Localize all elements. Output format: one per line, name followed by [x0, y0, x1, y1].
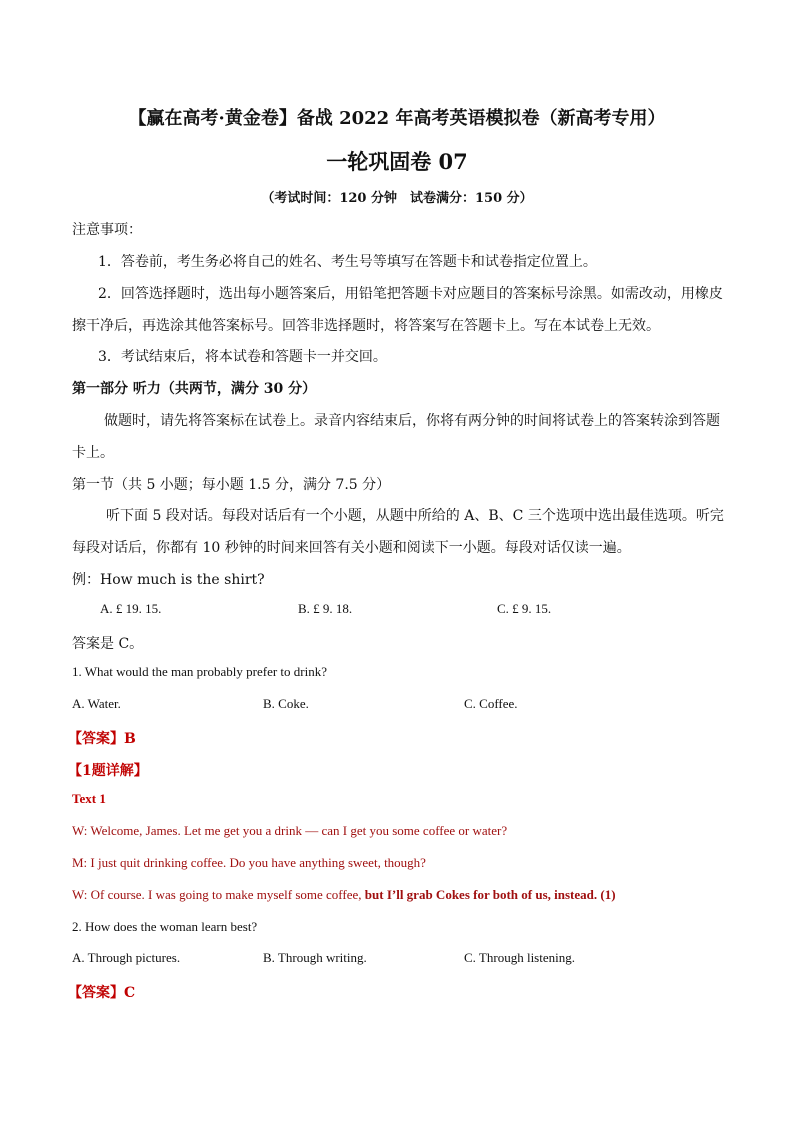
part1-heading: 第一部分 听力（共两节，满分 30 分） [72, 381, 317, 397]
text-1-label: Text 1 [72, 791, 106, 806]
transcript-line-3-key-sentence: but I’ll grab Cokes for both of us, instead. (1) [364, 887, 616, 902]
transcript-line-1: W: Welcome, James. Let me get you a drink — can I get you some coffee or water? [72, 823, 508, 838]
example-answer: 答案是 C。 [72, 636, 144, 652]
example-option-c: C. £ 9. 15. [497, 601, 552, 616]
part1-instruction-line2: 卡上。 [72, 445, 114, 461]
exam-time-info: （考试时间：120 分钟 试卷满分：150 分） [261, 191, 533, 206]
transcript-line-3 [72, 887, 616, 903]
question-2-option-a: A. Through pictures. [72, 950, 181, 965]
note-item-3: 3．考试结束后，将本试卷和答题卡一并交回。 [98, 349, 387, 365]
paper-subtitle: 一轮巩固卷 07 [326, 149, 468, 174]
section1-heading: 第一节（共 5 小题；每小题 1.5 分，满分 7.5 分） [72, 477, 391, 493]
note-item-2: 2．回答选择题时，选出每小题答案后，用铅笔把答题卡对应题目的答案标号涂黑。如需改动，用橡皮 [98, 286, 723, 302]
part1-instruction-line1: 做题时，请先将答案标在试卷上。录音内容结束后，你将有两分钟的时间将试卷上的答案转涂到答题 [104, 413, 720, 429]
transcript-line-3-plain: W: Of course. I was going to make myself some coffee, [72, 887, 365, 902]
notes-heading: 注意事项： [72, 222, 142, 238]
question-1-option-a: A. Water. [72, 696, 121, 711]
question-1-detail-heading: 【1题详解】 [68, 763, 148, 779]
question-2-answer: 【答案】C [68, 985, 136, 1001]
note-item-1: 1．答卷前，考生务必将自己的姓名、考生号等填写在答题卡和试卷指定位置上。 [98, 254, 597, 270]
question-1: 1. What would the man probably prefer to drink? [72, 664, 327, 679]
example-option-a: A. £ 19. 15. [100, 601, 162, 616]
question-2-option-c: C. Through listening. [464, 950, 575, 965]
question-2-option-b: B. Through writing. [263, 950, 367, 965]
section1-instruction-line2: 每段对话后，你都有 10 秒钟的时间来回答有关小题和阅读下一小题。每段对话仅读一遍。 [72, 540, 631, 556]
question-1-option-c: C. Coffee. [464, 696, 518, 711]
question-1-option-b: B. Coke. [263, 696, 309, 711]
example-question: 例：How much is the shirt? [72, 572, 265, 588]
question-2: 2. How does the woman learn best? [72, 919, 258, 934]
page-title: 【赢在高考·黄金卷】备战 2022 年高考英语模拟卷（新高考专用） [128, 108, 666, 129]
question-1-answer: 【答案】B [68, 731, 136, 747]
example-option-b: B. £ 9. 18. [298, 601, 353, 616]
transcript-line-2: M: I just quit drinking coffee. Do you have anything sweet, though? [72, 855, 426, 870]
note-item-2-cont: 擦干净后，再选涂其他答案标号。回答非选择题时，将答案写在答题卡上。写在本试卷上无效。 [72, 318, 660, 334]
section1-instruction-line1: 听下面 5 段对话。每段对话后有一个小题，从题中所给的 A、B、C 三个选项中选出最佳选项。听完 [106, 508, 724, 524]
